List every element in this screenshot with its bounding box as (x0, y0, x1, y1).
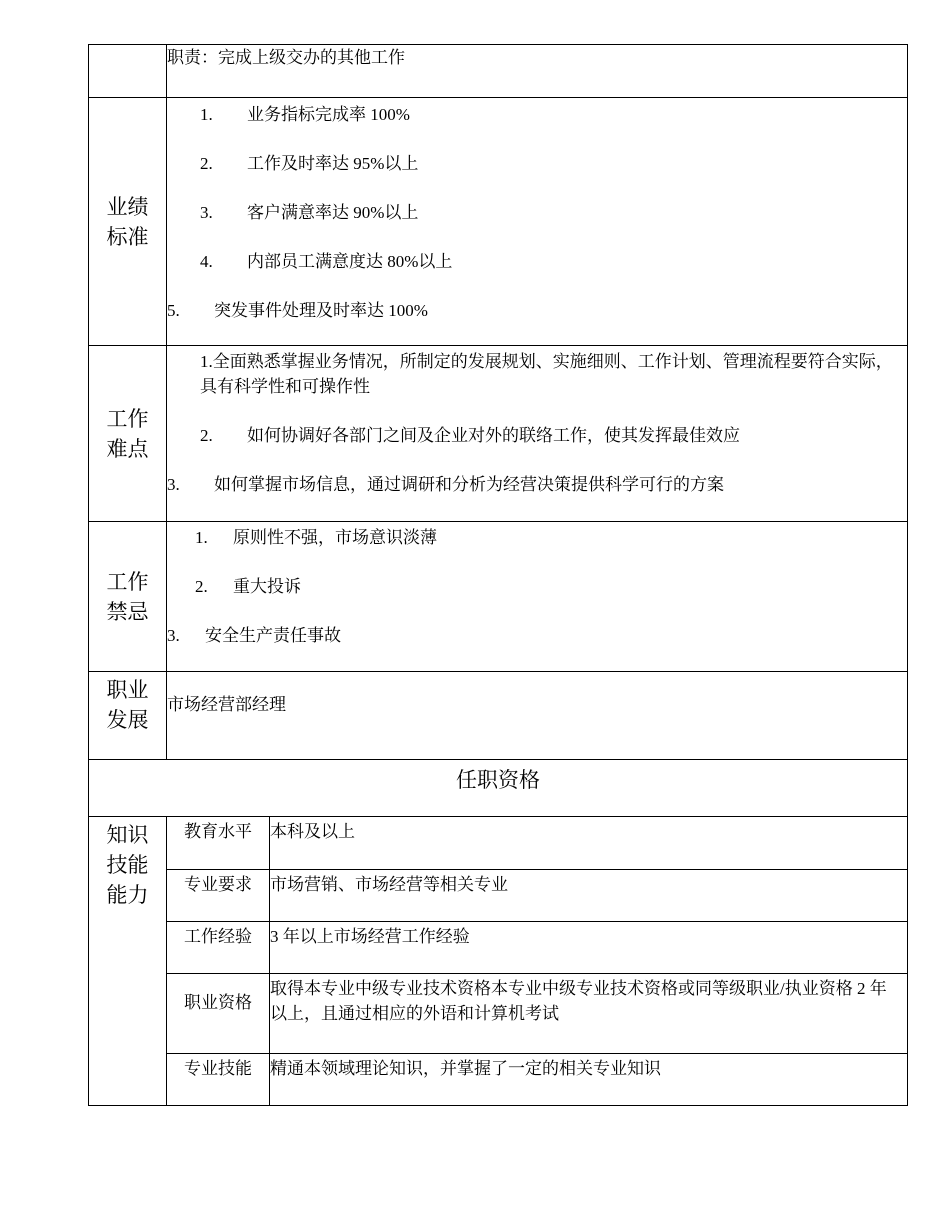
duty-row (89, 45, 908, 98)
performance-list (167, 98, 908, 346)
career-text: 市场经营部经理 (167, 672, 908, 760)
list-item: 3. 安全生产责任事故 (167, 626, 341, 645)
qualification-title-row (89, 760, 908, 817)
taboos-label: 工作 禁忌 (89, 522, 167, 672)
list-item: 3. 如何掌握市场信息，通过调研和分析为经营决策提供科学可行的方案 (167, 475, 724, 494)
certification-value: 取得本专业中级专业技术资格本专业中级专业技术资格或同等级职业/执业资格 2 年以上，且通过相应的外语和计算机考试 (270, 974, 908, 1054)
taboos-row (89, 522, 908, 672)
career-label: 职业 发展 (89, 672, 167, 760)
duty-text: 职责：完成上级交办的其他工作 (167, 45, 908, 98)
list-item: 5. 突发事件处理及时率达 100% (167, 301, 428, 320)
list-item: 2. 工作及时率达 95%以上 (200, 154, 419, 173)
experience-label: 工作经验 (167, 922, 270, 974)
table-row (89, 1054, 908, 1106)
performance-row (89, 98, 908, 346)
performance-label: 业绩 标准 (89, 98, 167, 346)
duty-label-cell (89, 45, 167, 98)
table-row (89, 922, 908, 974)
difficulties-row (89, 346, 908, 522)
list-item: 2. 重大投诉 (195, 577, 301, 596)
table-row (89, 974, 908, 1054)
list-item: 2. 如何协调好各部门之间及企业对外的联络工作，使其发挥最佳效应 (200, 426, 740, 445)
major-value: 市场营销、市场经营等相关专业 (270, 870, 908, 922)
section-title: 任职资格 (89, 760, 908, 817)
table-row (89, 817, 908, 870)
list-item: 1. 原则性不强，市场意识淡薄 (195, 528, 437, 547)
skills-value: 精通本领域理论知识，并掌握了一定的相关专业知识 (270, 1054, 908, 1106)
list-item: 1.全面熟悉掌握业务情况，所制定的发展规划、实施细则、工作计划、管理流程要符合实际，具有科学性和可操作性 (200, 352, 893, 396)
difficulties-list (167, 346, 908, 522)
list-item: 4. 内部员工满意度达 80%以上 (200, 252, 453, 271)
table-row (89, 870, 908, 922)
experience-value: 3 年以上市场经营工作经验 (270, 922, 908, 974)
taboos-list (167, 522, 908, 672)
list-item: 1. 业务指标完成率 100% (200, 105, 410, 124)
difficulties-label: 工作 难点 (89, 346, 167, 522)
knowledge-label: 知识 技能 能力 (89, 817, 167, 1106)
skills-label: 专业技能 (167, 1054, 270, 1106)
certification-label: 职业资格 (167, 974, 270, 1054)
education-label: 教育水平 (167, 817, 270, 870)
list-item: 3. 客户满意率达 90%以上 (200, 203, 419, 222)
job-description-table (88, 44, 908, 1106)
major-label: 专业要求 (167, 870, 270, 922)
education-value: 本科及以上 (270, 817, 908, 870)
career-row (89, 672, 908, 760)
